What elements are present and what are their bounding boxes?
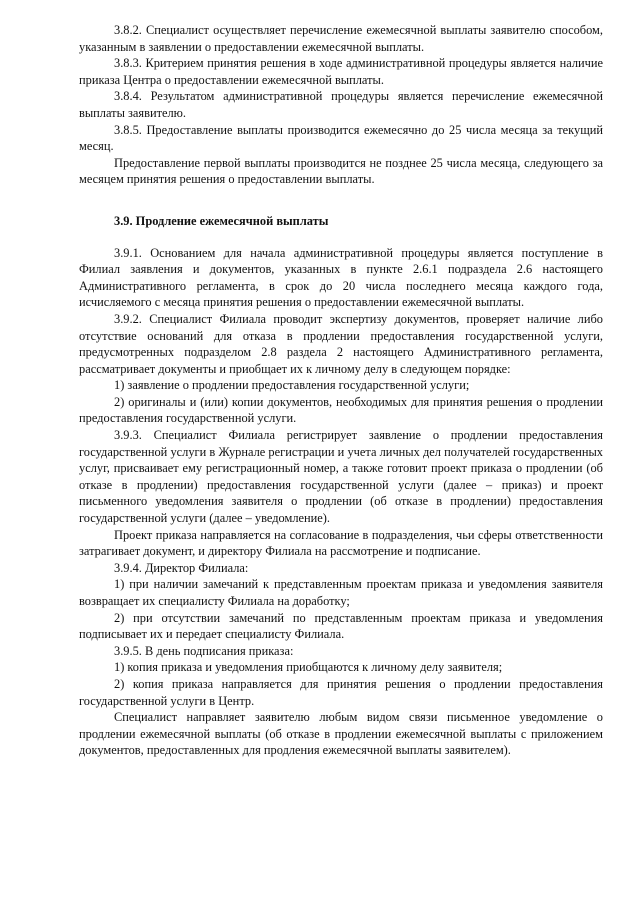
list-item: 2) оригиналы и (или) копии документов, необходимых для принятия решения о продлении предоставления государственной услуги. (79, 394, 603, 426)
paragraph-3-9-2: 3.9.2. Специалист Филиала проводит экспертизу документов, проверяет наличие либо отсутствие оснований для отказа в продлении предоставления государственной услуги, предусмотренных подразделом 2.8 раздела 2 настоящего Административного регламента, рассматривает документы и приобщает их к личному делу в следующем порядке: (79, 311, 603, 376)
paragraph-3-8-2: 3.8.2. Специалист осуществляет перечисление ежемесячной выплаты заявителю способом, указанным в заявлении о предоставлении ежемесячной выплаты. (79, 23, 603, 54)
list-item: 1) копия приказа и уведомления приобщаются к личному делу заявителя; (114, 660, 503, 675)
list-item: 1) при наличии замечаний к представленным проектам приказа и уведомления заявителя возвращает их специалисту Филиала на доработку; (79, 577, 603, 608)
paragraph-3-9-4: 3.9.4. Директор Филиала: (114, 560, 249, 575)
list-item: 2) при отсутствии замечаний по представленным проектам приказа и уведомления подписывает их и передает специалисту Филиала. (79, 610, 603, 642)
paragraph-3-8-5: 3.8.5. Предоставление выплаты производится ежемесячно до 25 числа месяца за текущий месяц. (79, 122, 603, 154)
paragraph-3-8-4: 3.8.4. Результатом административной процедуры является перечисление ежемесячной выплаты заявителю. (79, 89, 603, 120)
list-item: 2) копия приказа направляется для принятия решения о продлении предоставления государственной услуги в Центр. (79, 676, 603, 708)
section-heading: 3.9. Продление ежемесячной выплаты (114, 213, 329, 228)
paragraph-draft-order: Проект приказа направляется на согласование в подразделения, чьи сферы ответственности затрагивает документ, и директору Филиала на рассмотрение и подписание. (79, 527, 603, 559)
paragraph-3-8-3: 3.8.3. Критерием принятия решения в ходе административной процедуры является наличие приказа Центра о предоставлении ежемесячной выплаты. (79, 56, 603, 87)
spacer (79, 188, 603, 213)
paragraph-3-9-1: 3.9.1. Основанием для начала административной процедуры является поступление в Филиал заявления и документов, указанных в пункте 2.6.1 подраздела 2.6 настоящего Административного регламента, в срок до 20 числа последнего месяца каждого года, исчисляемого с месяца принятия решения о предоставлении ежемесячной выплаты. (79, 245, 603, 310)
document-page (79, 22, 603, 759)
paragraph-3-9-3: 3.9.3. Специалист Филиала регистрирует заявление о продлении предоставления государственной услуги в Журнале регистрации и учета личных дел получателей государственных услуг, присваивает ему регистрационный номер, а также готовит проект приказа о продлении (об отказе в продлении) предоставления государственной услуги (далее – приказ) и проект письменного уведомления заявителя о продлении (об отказе в продлении) предоставления государственной услуги (далее – уведомление). (79, 428, 603, 526)
paragraph-notification: Специалист направляет заявителю любым видом связи письменное уведомление о продлении ежемесячной выплаты (об отказе в продлении ежемесячной выплаты с приложением документов, предоставленных для продления ежемесячной выплаты заявителем). (79, 710, 603, 758)
paragraph-3-9-5: 3.9.5. В день подписания приказа: (114, 643, 294, 658)
list-item: 1) заявление о продлении предоставления государственной услуги; (114, 378, 470, 393)
spacer (79, 230, 603, 245)
paragraph-first-payment: Предоставление первой выплаты производится не позднее 25 числа месяца, следующего за месяцем принятия решения о предоставлении выплаты. (79, 155, 603, 187)
